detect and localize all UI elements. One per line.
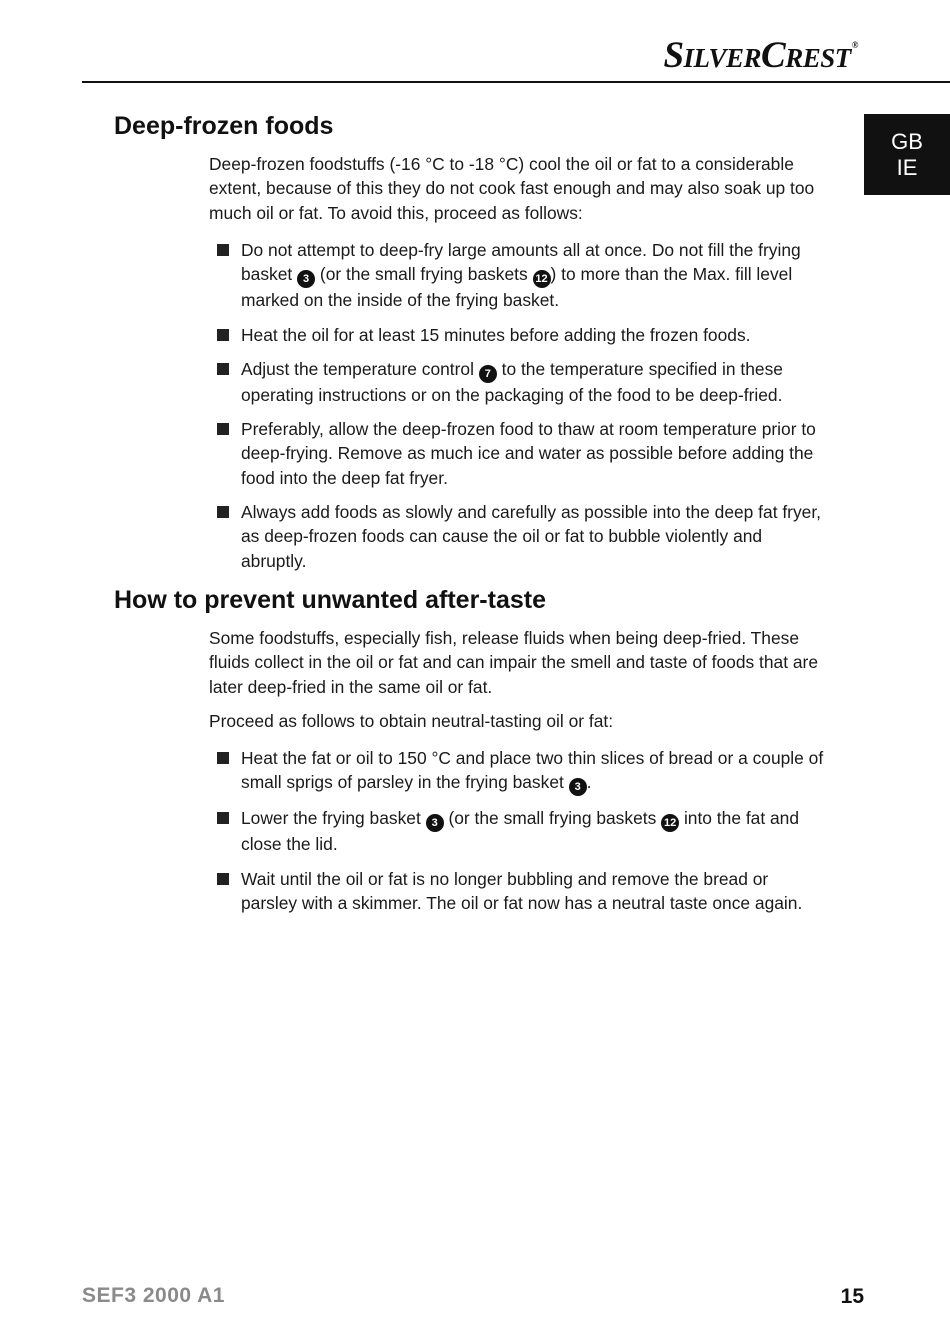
part-ref-badge: 3 [569, 778, 587, 796]
section-title-after-taste: How to prevent unwanted after-taste [114, 586, 546, 614]
page-number: 15 [840, 1285, 864, 1308]
part-ref-badge: 3 [297, 270, 315, 288]
model-number: SEF3 2000 A1 [82, 1284, 225, 1307]
language-code-gb: GB [891, 128, 923, 154]
brand-initial-s: S [663, 35, 684, 76]
deep-frozen-list [209, 238, 829, 573]
after-taste-intro [209, 626, 829, 733]
deep-frozen-intro [209, 152, 829, 225]
list-item: Heat the fat or oil to 150 °C and place two thin slices of bread or a couple of small sprigs of parsley in the frying basket 3 . [209, 746, 829, 796]
bullet-square-icon [217, 812, 229, 824]
brand-text-ilver: ILVER [683, 43, 762, 73]
list-item: Preferably, allow the deep-frozen food to thaw at room temperature prior to deep-frying. Remove as much ice and water as possible before adding the food into the deep fat fryer. [209, 417, 829, 490]
section-title-deep-frozen: Deep-frozen foods [114, 112, 334, 140]
bullet-square-icon [217, 329, 229, 341]
brand-initial-c: C [761, 35, 786, 76]
part-ref-badge: 3 [426, 814, 444, 832]
list-item: Adjust the temperature control 7 to the temperature specified in these operating instructions or on the packaging of the food to be deep-fried. [209, 357, 829, 407]
list-item: Do not attempt to deep-fry large amounts all at once. Do not fill the frying basket 3 (or the small frying baskets 12 ) to more than the Max. fill level marked on the inside of the frying basket. [209, 238, 829, 313]
brand-text-rest: REST [785, 43, 851, 73]
part-ref-badge: 12 [661, 814, 679, 832]
part-ref-badge: 12 [533, 270, 551, 288]
intro-paragraph: Deep-frozen foodstuffs (-16 °C to -18 °C) cool the oil or fat to a considerable extent, because of this they do not cook fast enough and may also soak up too much oil or fat. To avoid this, proceed as follows: [209, 154, 815, 223]
bullet-square-icon [217, 873, 229, 885]
list-item: Always add foods as slowly and carefully as possible into the deep fat fryer, as deep-frozen foods can cause the oil or fat to bubble violently and abruptly. [209, 500, 829, 573]
bullet-square-icon [217, 363, 229, 375]
after-taste-list [209, 746, 829, 915]
registered-mark: ® [851, 40, 858, 50]
bullet-square-icon [217, 423, 229, 435]
instruction-paragraph: Proceed as follows to obtain neutral-tasting oil or fat: [209, 710, 614, 731]
language-code-ie: IE [896, 154, 918, 180]
bullet-square-icon [217, 752, 229, 764]
list-item: Wait until the oil or fat is no longer bubbling and remove the bread or parsley with a skimmer. The oil or fat now has a neutral taste once again. [209, 867, 829, 916]
bullet-square-icon [217, 506, 229, 518]
intro-paragraph: Some foodstuffs, especially fish, release fluids when being deep-fried. These fluids collect in the oil or fat and can impair the smell and taste of foods that are later deep-fried in the same oil or fat. [209, 628, 819, 697]
list-item: Lower the frying basket 3 (or the small frying baskets 12 into the fat and close the lid. [209, 806, 829, 856]
bullet-square-icon [217, 244, 229, 256]
brand-logo [663, 34, 858, 77]
language-tab [864, 114, 950, 195]
list-item: Heat the oil for at least 15 minutes before adding the frozen foods. [209, 323, 829, 347]
header-divider [82, 81, 950, 83]
part-ref-badge: 7 [479, 365, 497, 383]
